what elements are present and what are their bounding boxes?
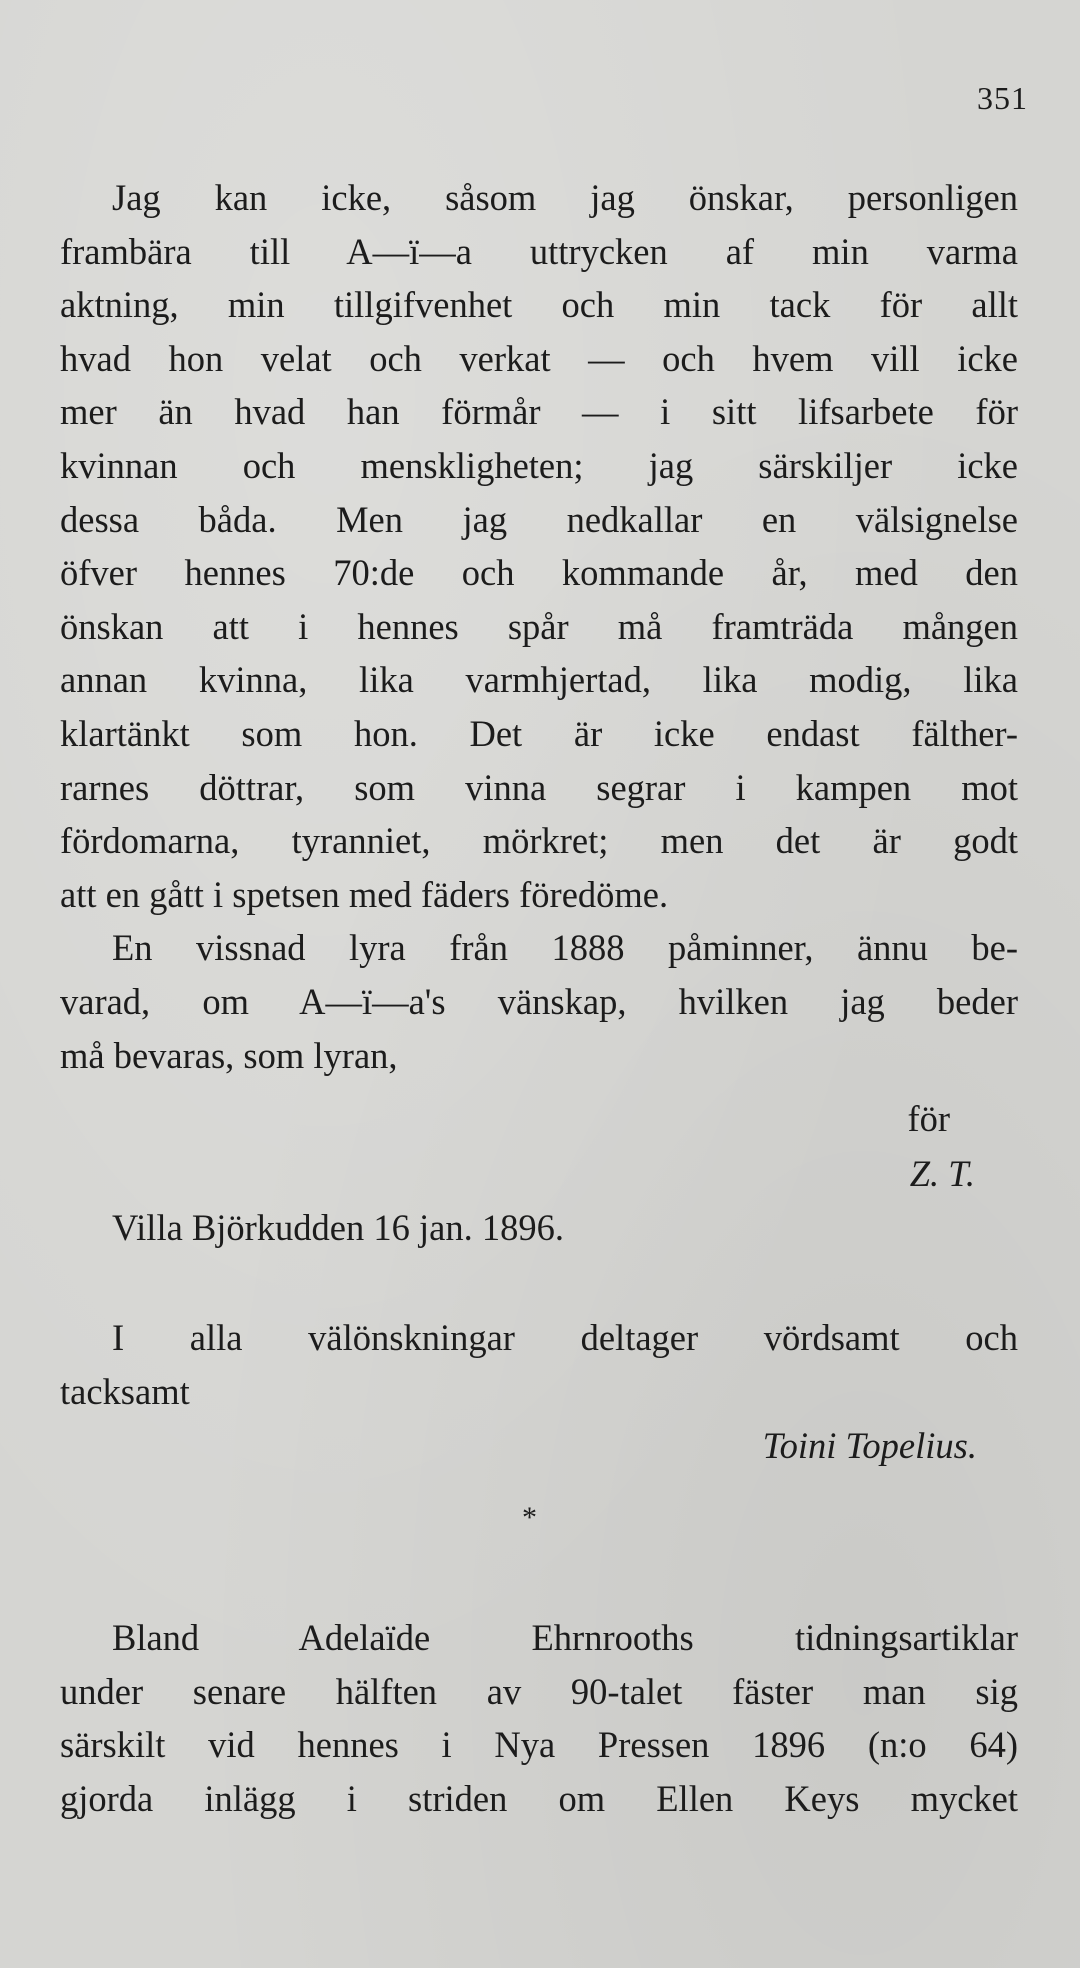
text-line: önskan att i hennes spår må framträda mången — [60, 605, 1018, 647]
text-line: må bevaras, som lyran, — [60, 1034, 398, 1076]
letter-paragraph — [60, 171, 1018, 1082]
text-line: gjorda inlägg i striden om Ellen Keys mycket — [60, 1777, 1018, 1819]
signature: Toini Topelius. — [762, 1425, 977, 1466]
author-initials: Z. T. — [909, 1153, 975, 1194]
text-line: annan kvinna, lika varmhjertad, lika modig, lika — [60, 659, 1018, 701]
text-line: dessa båda. Men jag nedkallar en välsignelse — [60, 498, 1018, 540]
text-line: särskilt vid hennes i Nya Pressen 1896 (n:o 64) — [60, 1724, 1018, 1766]
text-line: aktning, min tillgifvenhet och min tack för allt — [60, 284, 1018, 326]
text-line: mer än hvad han förmår — i sitt lifsarbete för — [60, 391, 1018, 433]
text-line: hvad hon velat och verkat — och hvem vill icke — [60, 337, 1018, 379]
text-line: kvinnan och menskligheten; jag särskiljer icke — [60, 444, 1018, 486]
text-line: klartänkt som hon. Det är icke endast fälther- — [60, 712, 1018, 754]
closing-for: för — [907, 1098, 950, 1139]
text-line: under senare hälften av 90-talet fäster man sig — [60, 1670, 1018, 1712]
greeting-paragraph — [60, 1311, 1018, 1418]
text-line: tacksamt — [60, 1370, 190, 1412]
text-line: fördomarna, tyranniet, mörkret; men det är godt — [60, 820, 1018, 862]
text-line: rarnes döttrar, som vinna segrar i kampen mot — [60, 766, 1018, 808]
text-line: varad, om A—ï—a's vänskap, hvilken jag beder — [60, 980, 1018, 1022]
text-line: Jag kan icke, såsom jag önskar, personligen — [112, 177, 1018, 218]
section-separator: * — [522, 1501, 537, 1534]
text-line: frambära till A—ï—a uttrycken af min varma — [60, 230, 1018, 272]
place-date: Villa Björkudden 16 jan. 1896. — [112, 1207, 564, 1248]
text-line: att en gått i spetsen med fäders föredöme. — [60, 873, 669, 915]
text-line: Bland Adelaïde Ehrnrooths tidningsartiklar — [112, 1617, 1018, 1658]
text-line: öfver hennes 70:de och kommande år, med den — [60, 552, 1018, 594]
text-line: En vissnad lyra från 1888 påminner, ännu be- — [112, 927, 1018, 969]
page-number: 351 — [977, 80, 1028, 116]
body-paragraph — [60, 1611, 1018, 1825]
text-line: I alla välönskningar deltager vördsamt och — [112, 1317, 1018, 1358]
